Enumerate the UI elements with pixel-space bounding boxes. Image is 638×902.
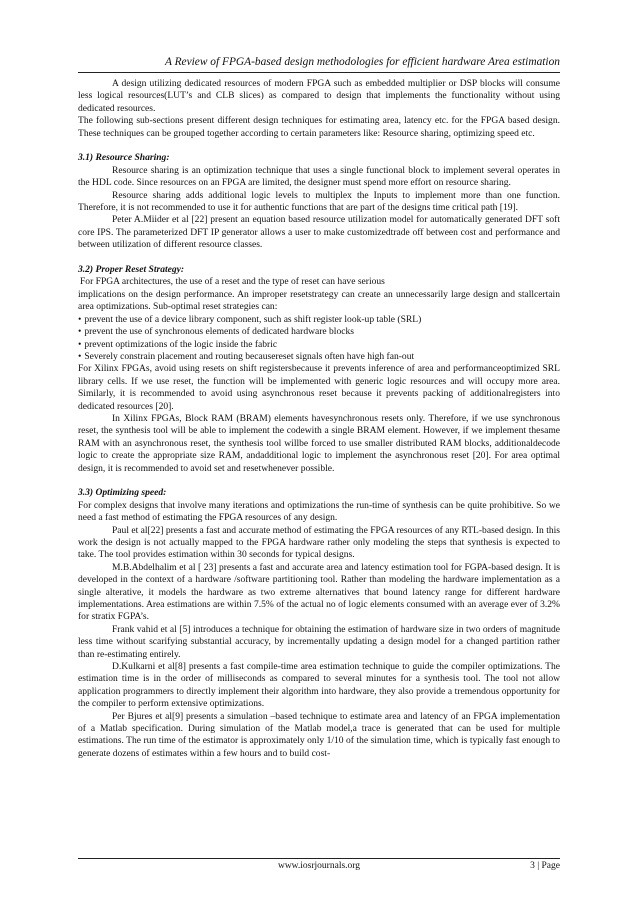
footer-page-number: 3 | Page: [530, 861, 560, 871]
bullet-icon: •: [78, 313, 82, 325]
section-heading-resource-sharing: 3.1) Resource Sharing:: [78, 152, 170, 164]
optimizing-speed-paragraph-2: Paul et al[22] presents a fast and accurate method of estimating the FPGA resources of any RTL-based design. In this work the design is not actually mapped to the FPGA hardware rather only modeling the steps that synthesis is expected to take. The tool provides estimation within 30 seconds for typical designs.: [78, 524, 561, 561]
list-item-text: Severely constrain placement and routing becausereset signals often have high fan-out: [84, 350, 415, 362]
spacer: [78, 475, 560, 487]
optimizing-speed-paragraph-4: Frank vahid et al [5] introduces a technique for obtaining the estimation of hardware size in two orders of magnitude less time without scarifying substantial accuracy, by incrementally updating a design model for a changed partition rather than re-estimating entirely.: [78, 623, 560, 660]
intro-paragraph-1: A design utilizing dedicated resources of modern FPGA such as embedded multiplier or DSP blocks will consume less logical resources(LUT’s and CLB slices) as compared to design that implements the functionality without using dedicated resources.: [78, 78, 560, 114]
list-item: [78, 314, 560, 326]
bullet-icon: •: [78, 338, 82, 350]
reset-strategy-paragraph-3: For Xilinx FPGAs, avoid using resets on shift registersbecause it prevents inference of area and performanceoptimized SRL library cells. If we use reset, the function will be implemented with generic logic resources and will occupy more area. Similarly, it is recommended to avoid using asynchronous reset because it prevents packing of additionalregisters into dedicated resources [20].: [78, 363, 560, 412]
spacer: [78, 252, 560, 264]
optimizing-speed-paragraph-1: For complex designs that involve many iterations and optimizations the run-time of synthesis can be quite prohibitive. So we need a fast method of estimating the FPGA resources of any design.: [78, 499, 560, 524]
list-item: [78, 351, 560, 363]
list-item-text: prevent optimizations of the logic inside the fabric: [84, 338, 278, 350]
resource-sharing-paragraph-1: Resource sharing is an optimization technique that uses a single functional block to implement several operates in the HDL code. Since resources on an FPGA are limited, the designer must spend more effort on resource sharing.: [78, 164, 560, 189]
list-item: [78, 339, 560, 351]
resource-sharing-paragraph-2: Resource sharing adds additional logic levels to multiplex the Inputs to implement more than one function. Therefore, it is not recommended to use it for authentic functions that are part of the designs time critical path [19].: [78, 189, 560, 214]
reset-strategy-paragraph-1: For FPGA architectures, the use of a reset and the type of reset can have serious: [80, 276, 385, 288]
section-heading-reset-strategy: 3.2) Proper Reset Strategy:: [78, 264, 185, 276]
header-rule: [78, 72, 560, 73]
footer-rule: [78, 858, 560, 859]
optimizing-speed-paragraph-6: Per Bjures et al[9] presents a simulation –based technique to estimate area and latency of an FPGA implementation of a Matlab specification. During simulation of the Matlab model,a trace is generated that can be used for multiple estimations. The run time of the estimator is approximately only 1/10 of the simulation time, which is typically fast enough to generate dozens of estimates within a few hours and to build cost-: [78, 710, 560, 759]
bullet-icon: •: [78, 350, 82, 362]
spacer: [78, 140, 560, 152]
resource-sharing-paragraph-3: Peter A.Miider et al [22] present an equation based resource utilization model for automatically generated DFT soft core IPS. The parameterized DFT IP generator allows a user to make customizedtrade off between cost and performance and between utilization of different resource classes.: [78, 214, 560, 251]
footer-website: www.iosrjournals.org: [277, 861, 361, 871]
list-item: [78, 326, 560, 338]
running-header: A Review of FPGA-based design methodologies for efficient hardware Area estimation: [164, 56, 560, 68]
intro-paragraph-2: The following sub-sections present different design techniques for estimating area, latency etc. for the FPGA based design. These techniques can be grouped together according to certain parameters like: Resource sharing, optimizing speed etc.: [78, 115, 560, 139]
body-content: [78, 78, 560, 760]
section-heading-optimizing-speed: 3.3) Optimizing speed:: [78, 487, 167, 499]
list-item-text: prevent the use of a device library component, such as shift register look-up table (SRL): [84, 313, 422, 325]
reset-strategy-bullet-list: [78, 314, 560, 364]
optimizing-speed-paragraph-5: D.Kulkarni et al[8] presents a fast compile-time area estimation technique to guide the compiler optimizations. The estimation time is in the order of milliseconds as compared to several minutes for a synthesis tool. The tool not allow application programmers to directly implement their algorithm into hardware, they also provide a tremendous opportunity for the compiler to perform extensive optimizations.: [78, 661, 560, 710]
optimizing-speed-paragraph-3: M.B.Abdelhalim et al [ 23] presents a fast and accurate area and latency estimation tool for FGPA-based design. It is developed in the context of a hardware /software partitioning tool. Rather than modeling the hardware implementation as a single alterative, it models the hardware as two extreme alternatives that bound latency range for different hardware implementations. Area estimations are within 7.5% of the actual no of logic elements consumed with an average ever of 3.2% for stratix FGPA’s.: [78, 561, 560, 623]
reset-strategy-paragraph-4: In Xilinx FPGAs, Block RAM (BRAM) elements havesynchronous resets only. Therefore, if we use synchronous reset, the synthesis tool will be able to implement the codewith a single BRAM element. However, if we implement thesame RAM with an asynchronous reset, the synthesis tool willbe forced to use smaller distributed RAM blocks, additionaldecode logic to create the appropriate size RAM, andadditional logic to implement the asynchronous reset [20]. For area optimal design, it is recommended to avoid set and resetwhenever possible.: [78, 412, 560, 474]
bullet-icon: •: [78, 326, 82, 338]
reset-strategy-paragraph-2: implications on the design performance. An improper resetstrategy can create an unnecessarily large design and stallcertain area optimizations. Sub-optimal reset strategies can:: [78, 288, 560, 313]
list-item-text: prevent the use of synchronous elements of dedicated hardware blocks: [84, 326, 354, 338]
